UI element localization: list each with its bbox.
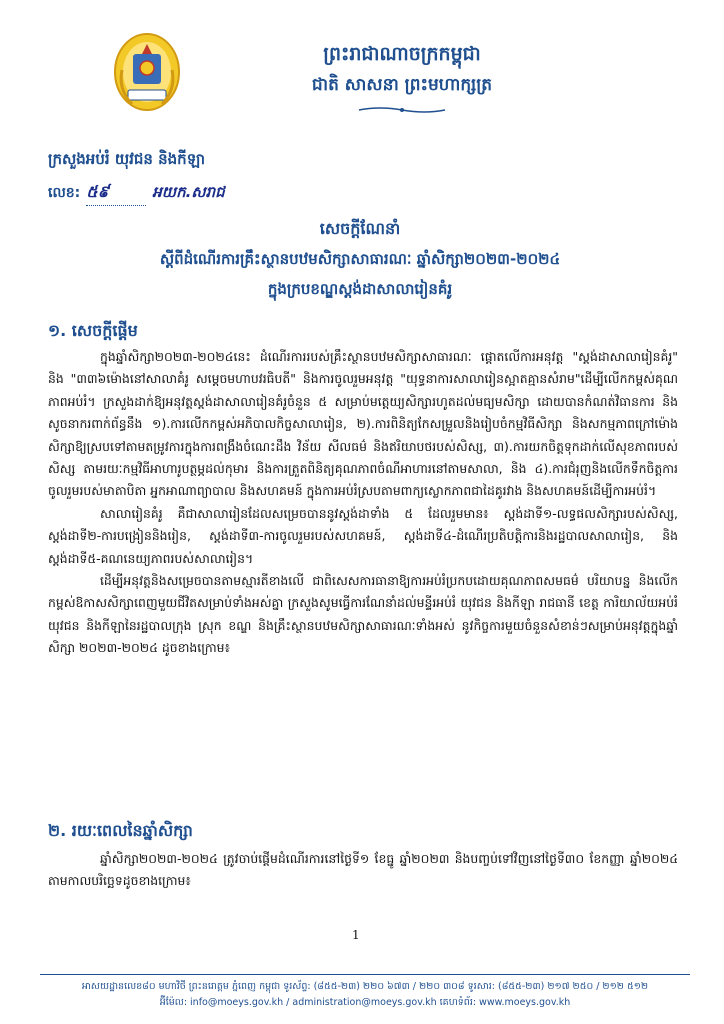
section-heading-1: ១. សេចក្តីផ្តើម bbox=[48, 321, 138, 340]
reference-line bbox=[48, 181, 225, 206]
paragraph: ក្នុងឆ្នាំសិក្សា២០២៣-២០២៤នេះ ដំណើរការរបស់គ្រឹះស្ថានបឋមសិក្សាសាធារណៈ ផ្តោតលើការអនុវត្ត "ស្តង់ដាសាលារៀនគំរូ" និង "៣៣៦ម៉ោងនៅសាលាគំរូ សម្តេចមហាបវរធិបតី" និងការចូលរួមអនុវត្ត "យុទ្ធនាការសាលារៀនស្អាតគ្មានសំរាម"ដើម្បីលើកកម្ពស់គុណភាពអប់រំ។ ក្រសួងដាក់ឱ្យអនុវត្តស្តង់ដាសាលារៀនគំរូចំនួន ៥ សម្រាប់មត្តេយ្យសិក្សារហូតដល់មធ្យមសិក្សា ដោយបានកំណត់វិធានការ និងសូចនាករពាក់ព័ន្ធនឹង ១).ការលើកកម្ពស់អភិបាលកិច្ចសាលារៀន, ២).ការពិនិត្យកែសម្រួលនិងរៀបចំកម្មវិធីសិក្សា និងសកម្មភាពក្រៅម៉ោងសិក្សាឱ្យស្របទៅតាមតម្រូវការក្នុងការពង្រឹងចំណេះដឹង វិន័យ សីលធម៌ និងឥរិយាបថរបស់សិស្ស, ៣).ការយកចិត្តទុកដាក់លើសុខភាពរបស់សិស្ស តាមរយៈកម្មវិធីអាហារូបត្ថម្ភដល់កុមារ និងការត្រួតពិនិត្យគុណភាពចំណីអាហារនៅតាមសាលា, និង ៤).ការជំរុញនិងលើកទឹកចិត្តការចូលរួមរបស់មាតាបិតា អ្នកអាណាព្យាបាល និងសហគមន៍ ក្នុងការអប់រំស្របតាមពាក្យស្លោកភាពជាដៃគូរវាង និងសហគមន៍ដើម្បីការអប់រំ។ bbox=[48, 349, 678, 499]
paragraph: ឆ្នាំសិក្សា២០២៣-២០២៤ ត្រូវចាប់ផ្តើមដំណើរការនៅថ្ងៃទី១ ខែធ្នូ ឆ្នាំ២០២៣ និងបញ្ចប់ទៅវិញនៅថ្ងៃទី៣០ ខែកញ្ញា ឆ្នាំ២០២៤ តាមកាលបរិច្ឆេទដូចខាងក្រោម៖ bbox=[48, 851, 678, 889]
title-line-3: ក្នុងក្របខណ្ឌស្តង់ដាសាលារៀនគំរូ bbox=[267, 280, 453, 298]
title-line-2: ស្តីពីដំណើរការគ្រឹះស្ថានបឋមសិក្សាសាធារណៈ ឆ្នាំសិក្សា២០២៣-២០២៤ bbox=[159, 250, 561, 268]
ornament-divider-icon bbox=[357, 106, 447, 114]
page-number: 1 bbox=[352, 928, 360, 942]
ministry-emblem-icon bbox=[112, 30, 182, 116]
section-2-body bbox=[48, 848, 678, 893]
footer-contact: អ៊ីម៉ែល: info@moeys.gov.kh / administration@moeys.gov.kh គេហទំព័រ: www.moeys.gov.kh bbox=[159, 997, 571, 1008]
section-heading-2: ២. រយៈពេលនៃឆ្នាំសិក្សា bbox=[48, 821, 193, 840]
ministry-name: ក្រសួងអប់រំ យុវជន និងកីឡា bbox=[48, 150, 206, 168]
kingdom-header bbox=[252, 42, 552, 118]
footer-divider bbox=[40, 974, 690, 975]
title-line-1: សេចក្តីណែនាំ bbox=[319, 219, 401, 238]
national-motto: ជាតិ សាសនា ព្រះមហាក្សត្រ bbox=[311, 75, 493, 95]
paragraph: សាលារៀនគំរូ គឺជាសាលារៀនដែលសម្រេចបាននូវស្តង់ដាទាំង ៥ ដែលរួមមាន៖ ស្តង់ដាទី១-លទ្ធផលសិក្សារបស់សិស្ស, ស្តង់ដាទី២-ការបង្រៀននិងរៀន, ស្តង់ដាទី៣-ការចូលរួមរបស់សហគមន៍, ស្តង់ដាទី៤-ដំណើរប្រតិបត្តិការនិងរដ្ឋបាលសាលារៀន, និងស្តង់ដាទី៥-គណនេយ្យភាពរបស់សាលារៀន។ bbox=[48, 505, 678, 566]
reference-number: ៥៩ bbox=[86, 181, 146, 206]
paragraph: ដើម្បីអនុវត្តនិងសម្រេចបានតាមស្មារតីខាងលើ ជាពិសេសការធានាឱ្យការអប់រំប្រកបដោយគុណភាពសមធម៌ បរិយាបន្ន និងលើកកម្ពស់ឱកាសសិក្សាពេញមួយជីវិតសម្រាប់ទាំងអស់គ្នា ក្រសួងសូមធ្វើការណែនាំដល់មន្ទីរអប់រំ យុវជន និងកីឡា រាជធានី ខេត្ត ការិយាល័យអប់រំ យុវជន និងកីឡានៃរដ្ឋបាលក្រុង ស្រុក ខណ្ឌ និងគ្រឹះស្ថានបឋមសិក្សាសាធារណៈទាំងអស់ នូវកិច្ចការមួយចំនួនសំខាន់ៗសម្រាប់អនុវត្តក្នុងឆ្នាំសិក្សា ២០២៣-២០២៤ ដូចខាងក្រោម៖ bbox=[48, 573, 678, 656]
section-1-body bbox=[48, 346, 678, 660]
document-title bbox=[60, 218, 660, 302]
footer-address: អាសយដ្ឋានលេខ៨០ មហាវិថី ព្រះនរោត្តម ភ្នំពេញ កម្ពុជា ទូរស័ព្ទ: (៨៥៥-២៣) ២២០ ៦៧៣ / ២២០ ៣០៨ ទូរសារ: (៨៥៥-២៣) ២១៧ ២៥០ / ២១២ ៥១២ bbox=[81, 981, 649, 992]
kingdom-name: ព្រះរាជាណាចក្រកម្ពុជា bbox=[323, 43, 481, 65]
reference-code: អយក.សរាជ bbox=[152, 182, 225, 201]
reference-label: លេខ: bbox=[48, 185, 81, 201]
